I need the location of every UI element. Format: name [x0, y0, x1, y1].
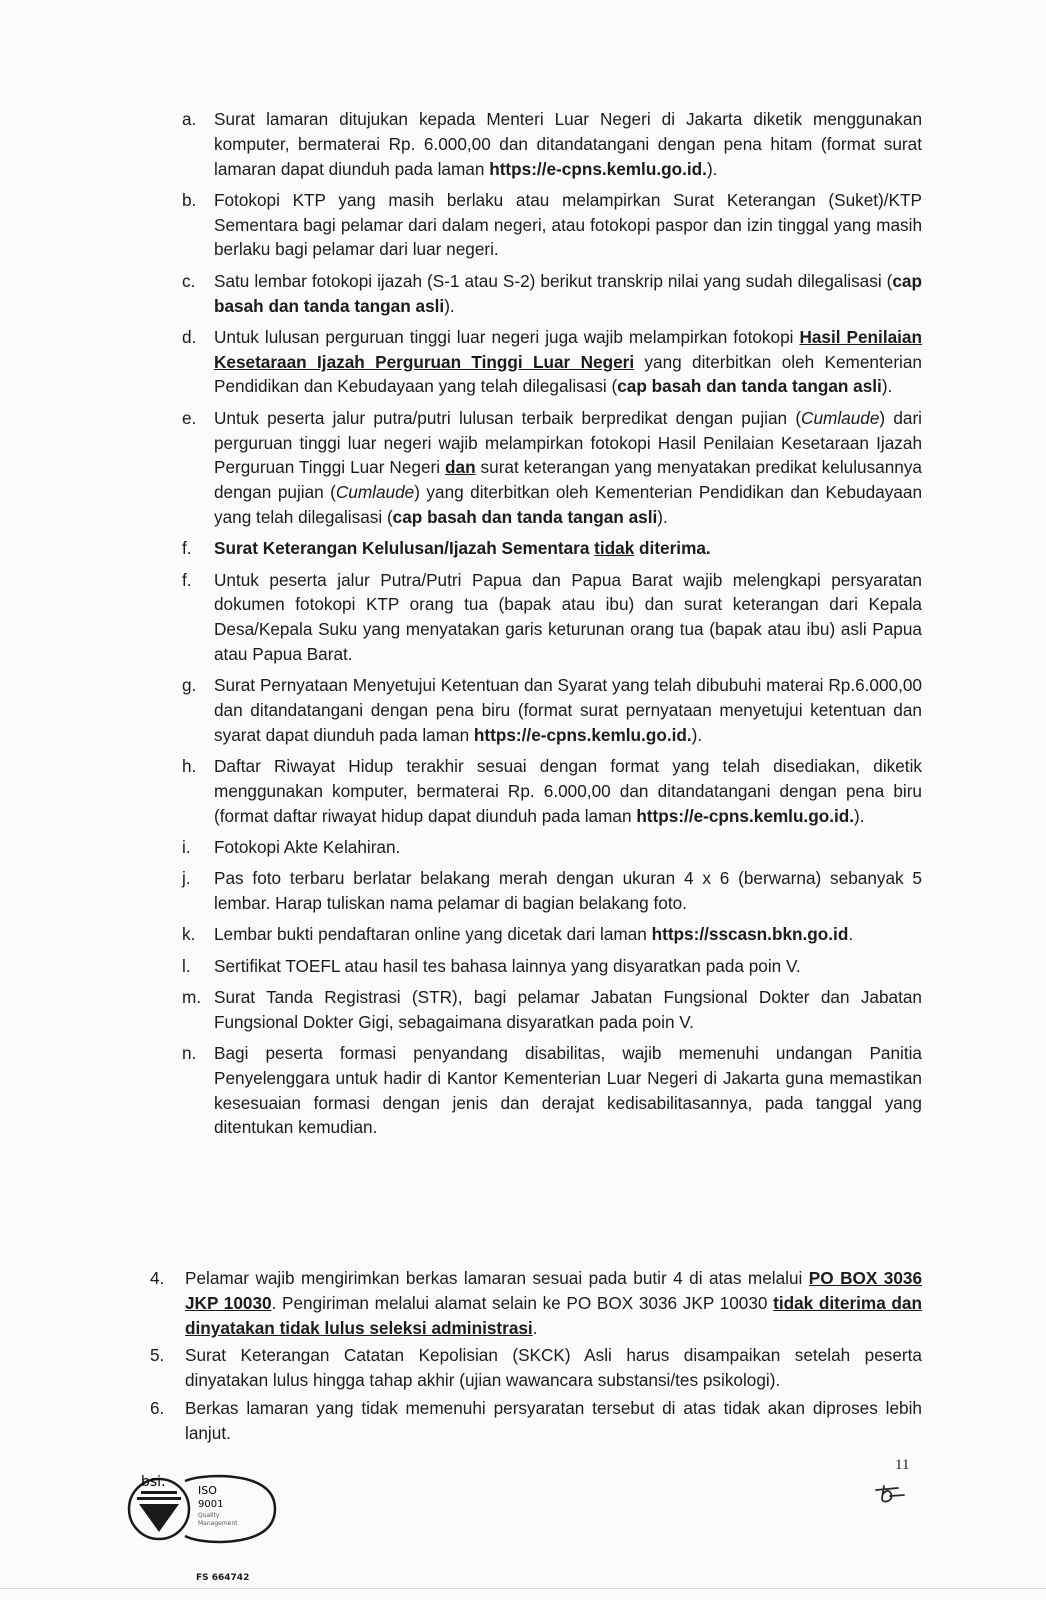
item-label: d. [182, 326, 197, 347]
item-text [214, 954, 922, 979]
list-item [150, 1266, 922, 1340]
sublist-item [182, 835, 922, 860]
handwritten-initial [872, 1482, 908, 1506]
item-label: j. [182, 868, 191, 889]
text-run: Untuk lulusan perguruan tinggi luar negeri juga wajib melampirkan fotokopi [214, 326, 800, 347]
requirements-sublist [182, 107, 922, 1147]
sublist-item [182, 568, 922, 667]
main-numbered-list [150, 1266, 922, 1449]
text-run: https://e-cpns.kemlu.go.id. [489, 158, 707, 179]
text-run: Berkas lamaran yang tidak memenuhi persyaratan tersebut di atas tidak akan diproses lebih lanjut. [185, 1397, 922, 1443]
text-run: . [848, 924, 854, 945]
item-text [214, 1041, 922, 1140]
text-run: yang diterbitkan oleh Kementerian Pendidikan dan Kebudayaan yang telah dilegalisasi ( [214, 351, 922, 397]
text-run: Surat Keterangan Kelulusan/Ijazah Sementara [214, 538, 595, 559]
text-run: https://e-cpns.kemlu.go.id. [636, 805, 855, 826]
text-run: PO BOX 3036 JKP 10030 [185, 1268, 922, 1313]
item-text [214, 406, 922, 530]
item-label: b. [182, 189, 197, 210]
text-run: cap basah dan tanda tangan asli [392, 506, 658, 527]
text-run: Fotokopi KTP yang masih berlaku atau melampirkan Surat Keterangan (Suket)/KTP Sementara bagi pelamar dari dalam negeri, atau fotokopi paspor dan izin tinggal yang masih berlaku bagi pelamar dari luar negeri. [214, 189, 922, 260]
quality-text: Quality [198, 1512, 220, 1519]
sublist-item [182, 985, 922, 1035]
item-text [214, 985, 922, 1035]
item-text [185, 1396, 922, 1446]
item-text [214, 568, 922, 667]
text-run: cap basah dan tanda tangan asli [617, 376, 882, 397]
item-text [214, 107, 922, 181]
certificate-number: FS 664742 [196, 1573, 250, 1583]
text-run: ) dari perguruan tinggi luar negeri wajib melampirkan fotokopi Hasil Penilaian Kesetaraan Ijazah Perguruan Tinggi Luar Negeri [214, 407, 922, 478]
text-run: Surat lamaran ditujukan kepada Menteri Luar Negeri di Jakarta diketik menggunakan komputer, bermaterai Rp. 6.000,00 dan ditandatangani dengan pena hitam (format surat lamaran dapat diunduh pada laman [214, 109, 922, 179]
text-run: ) yang diterbitkan oleh Kementerian Pendidikan dan Kebudayaan yang telah dilegalisasi ( [214, 482, 923, 527]
text-run: ). [854, 805, 865, 826]
item-label: 6. [150, 1397, 165, 1418]
item-text [214, 835, 922, 860]
page-number: 11 [895, 1457, 910, 1473]
bsi-iso-9001-logo [125, 1464, 277, 1564]
item-label: i. [182, 837, 191, 858]
page-bottom-rule [0, 1588, 1046, 1589]
text-run: Bagi peserta formasi penyandang disabilitas, wajib memenuhi undangan Panitia Penyelenggara untuk hadir di Kantor Kementerian Luar Negeri di Jakarta guna memastikan kesesuaian formasi dengan jenis dan derajat kedisabilitasannya, pada tanggal yang ditentukan kemudian. [214, 1043, 922, 1138]
text-run: Lembar bukti pendaftaran online yang dicetak dari laman [214, 924, 652, 945]
item-text [214, 673, 922, 747]
text-run: Pas foto terbaru berlatar belakang merah dengan ukuran 4 x 6 (berwarna) sebanyak 5 lembar. Harap tuliskan nama pelamar di bagian belakang foto. [214, 868, 922, 914]
text-run: Satu lembar fotokopi ijazah (S-1 atau S-2) berikut transkrip nilai yang sudah dilegalisasi ( [214, 270, 893, 291]
item-text [214, 754, 922, 828]
item-label: e. [182, 407, 197, 428]
item-text [185, 1266, 922, 1340]
text-run: Untuk peserta jalur putra/putri lulusan terbaik berpredikat dengan pujian ( [214, 407, 802, 428]
text-run: ). [691, 724, 703, 745]
management-text: Management [198, 1520, 238, 1527]
item-text [214, 325, 922, 399]
text-run: https://sscasn.bkn.go.id [651, 924, 849, 945]
sublist-item [182, 536, 922, 561]
iso-text: ISO [198, 1484, 217, 1497]
text-run: tidak diterima dan dinyatakan tidak lulus seleksi administrasi [185, 1292, 922, 1338]
item-label: l. [182, 955, 191, 976]
sublist-item [182, 673, 922, 747]
text-run: tidak [594, 538, 635, 559]
text-run: Daftar Riwayat Hidup terakhir sesuai dengan format yang telah disediakan, diketik menggunakan komputer, bermaterai Rp. 6.000,00 dan ditandatangani dengan pena biru (format daftar riwayat hidup dapat diunduh pada laman [214, 756, 922, 826]
sublist-item [182, 406, 922, 530]
item-label: m. [182, 987, 202, 1007]
text-run: Hasil Penilaian Kesetaraan Ijazah Perguruan Tinggi Luar Negeri [214, 326, 922, 372]
text-run: Surat Tanda Registrasi (STR), bagi pelamar Jabatan Fungsional Dokter dan Jabatan Fungsional Dokter Gigi, sebagaimana disyaratkan pada poin V. [214, 987, 922, 1032]
sublist-item [182, 107, 922, 181]
item-text [214, 866, 922, 916]
text-run: https://e-cpns.kemlu.go.id. [473, 724, 692, 745]
text-run: Surat Keterangan Catatan Kepolisian (SKCK) Asli harus disampaikan setelah peserta dinyatakan lulus hingga tahap akhir (ujian wawancara substansi/tes psikologi). [185, 1345, 922, 1391]
sublist-item [182, 922, 922, 947]
item-text [214, 536, 922, 561]
sublist-item [182, 866, 922, 916]
item-label: c. [182, 270, 196, 291]
text-run: . Pengiriman melalui alamat selain ke PO BOX 3036 JKP 10030 [271, 1292, 774, 1313]
text-run: Fotokopi Akte Kelahiran. [214, 837, 401, 858]
bsi-text: bsi. [141, 1474, 166, 1490]
text-run: . [532, 1317, 538, 1338]
item-label: f. [182, 538, 192, 559]
item-label: g. [182, 675, 197, 696]
item-label: n. [182, 1043, 197, 1064]
list-item [150, 1396, 922, 1446]
item-label: f. [182, 569, 192, 590]
iso-number: 9001 [198, 1499, 224, 1510]
text-run: Sertifikat TOEFL atau hasil tes bahasa lainnya yang disyaratkan pada poin V. [214, 955, 801, 976]
item-label: k. [182, 924, 196, 945]
text-run: Surat Pernyataan Menyetujui Ketentuan dan Syarat yang telah dibubuhi materai Rp.6.000,00 dan ditandatangani dengan pena biru (format surat pernyataan menyetujui ketentuan dan syarat dapat diunduh pada laman [214, 675, 922, 745]
text-run: ). [657, 506, 668, 527]
sublist-item [182, 954, 922, 979]
sublist-item [182, 188, 922, 262]
list-item [150, 1343, 922, 1393]
text-run: dan [445, 457, 476, 478]
item-label: 5. [150, 1345, 165, 1366]
item-label: h. [182, 756, 197, 777]
text-run: diterima. [634, 538, 711, 559]
text-run: ). [881, 376, 893, 397]
item-text [214, 188, 922, 262]
text-run: Cumlaude [335, 482, 415, 503]
item-text [214, 269, 922, 319]
sublist-item [182, 1041, 922, 1140]
text-run: ). [444, 295, 455, 316]
text-run: surat keterangan yang menyatakan predikat kelulusannya dengan pujian ( [214, 457, 922, 503]
text-run: Cumlaude [801, 407, 880, 428]
sublist-item [182, 754, 922, 828]
text-run: Pelamar wajib mengirimkan berkas lamaran sesuai pada butir 4 di atas melalui [185, 1268, 809, 1288]
text-run: ). [706, 158, 718, 179]
sublist-item [182, 325, 922, 399]
item-label: a. [182, 109, 197, 129]
item-label: 4. [150, 1268, 165, 1288]
text-run: Untuk peserta jalur Putra/Putri Papua dan Papua Barat wajib melengkapi persyaratan dokumen fotokopi KTP orang tua (bapak atau ibu) dan surat keterangan dari Kepala Desa/Kepala Suku yang menyatakan garis keturunan orang tua (bapak atau ibu) asli Papua atau Papua Barat. [214, 569, 922, 664]
item-text [214, 922, 922, 947]
sublist-item [182, 269, 922, 319]
item-text [185, 1343, 922, 1393]
text-run: cap basah dan tanda tangan asli [214, 270, 922, 316]
